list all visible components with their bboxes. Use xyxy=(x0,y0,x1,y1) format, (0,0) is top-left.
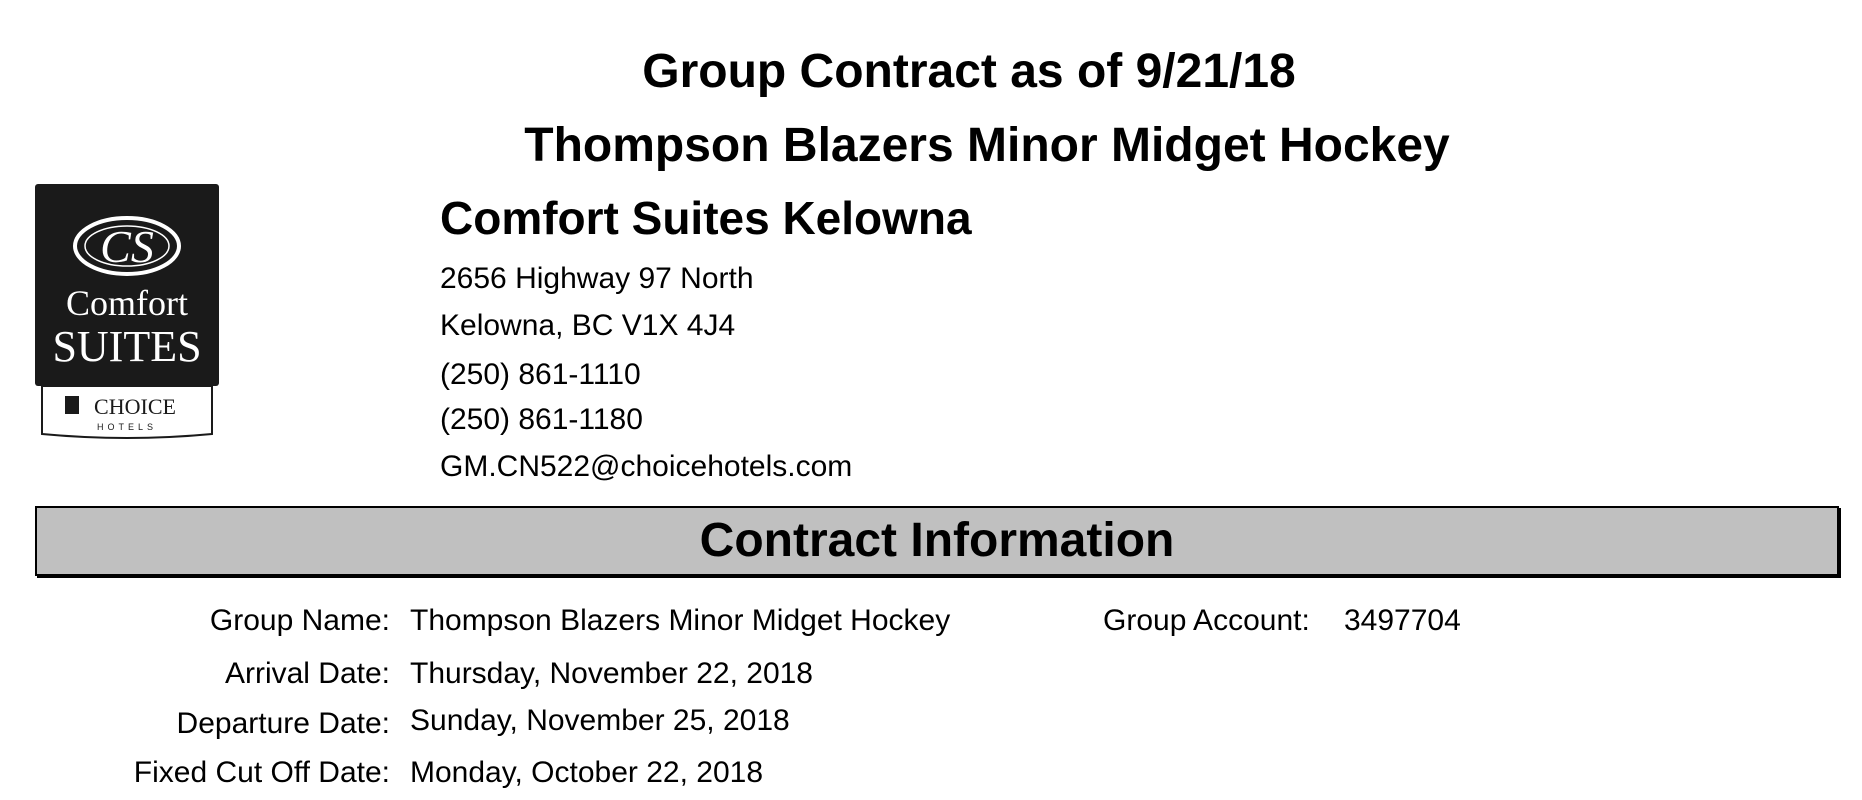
hotel-address-line-2: Kelowna, BC V1X 4J4 xyxy=(440,309,736,342)
arrival-date-label: Arrival Date: xyxy=(224,657,390,690)
comfort-suites-logo xyxy=(35,184,219,440)
hotel-email: GM.CN522@choicehotels.com xyxy=(440,450,853,483)
section-title: Contract Information xyxy=(699,514,1175,567)
logo-brand-line-2: SUITES xyxy=(52,322,202,371)
hotel-phone-secondary: (250) 861-1180 xyxy=(440,403,643,436)
cutoff-date-label: Fixed Cut Off Date: xyxy=(133,756,390,789)
group-name-value: Thompson Blazers Minor Midget Hockey xyxy=(410,604,951,637)
departure-date-label: Departure Date: xyxy=(176,707,390,740)
section-header-contract-information xyxy=(35,506,1839,576)
group-title: Thompson Blazers Minor Midget Hockey xyxy=(524,119,1450,172)
hotel-phone: (250) 861-1110 xyxy=(440,358,641,391)
document-title: Group Contract as of 9/21/18 xyxy=(642,45,1296,98)
logo-brand-line-1: Comfort xyxy=(66,283,188,323)
departure-date-value: Sunday, November 25, 2018 xyxy=(410,704,790,737)
logo-parent-brand: CHOICE xyxy=(94,394,176,419)
hotel-address-line-1: 2656 Highway 97 North xyxy=(440,262,754,295)
arrival-date-value: Thursday, November 22, 2018 xyxy=(410,657,813,690)
group-account-value: 3497704 xyxy=(1344,604,1461,637)
cutoff-date-value: Monday, October 22, 2018 xyxy=(410,756,763,789)
logo-parent-sub: HOTELS xyxy=(96,422,158,432)
group-account-label: Group Account: xyxy=(1103,604,1310,637)
logo-monogram: CS xyxy=(100,221,154,272)
group-name-label: Group Name: xyxy=(209,604,390,637)
hotel-name: Comfort Suites Kelowna xyxy=(440,192,972,244)
